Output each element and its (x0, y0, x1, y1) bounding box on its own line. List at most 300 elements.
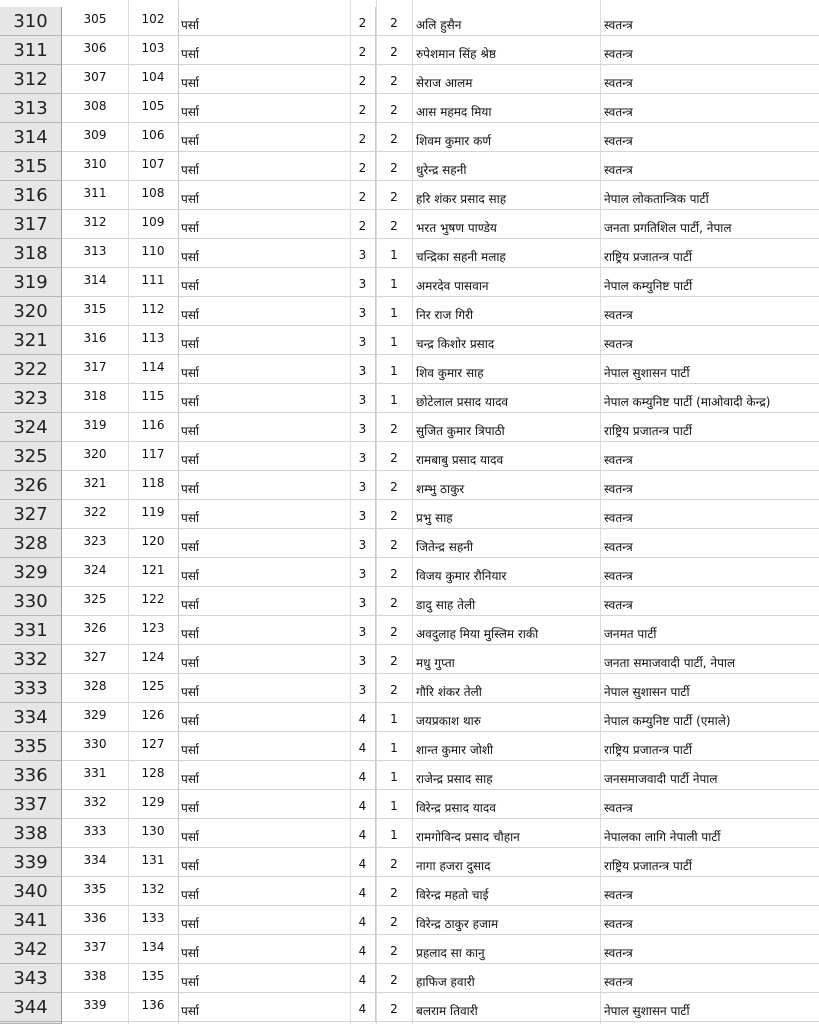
row-header[interactable]: 335 (0, 732, 62, 761)
district-cell[interactable]: पर्सा (179, 413, 350, 442)
candidate-id-cell[interactable]: 126 (128, 703, 179, 732)
subconstituency-cell[interactable]: 2 (376, 645, 412, 674)
serial-number-cell[interactable]: 323 (62, 529, 128, 558)
candidate-id-cell[interactable]: 133 (128, 906, 179, 935)
candidate-name-cell[interactable]: डादु साह तेली (412, 587, 600, 616)
candidate-name-cell[interactable]: निर राज गिरी (412, 297, 600, 326)
serial-number-cell[interactable]: 334 (62, 848, 128, 877)
serial-number-cell[interactable]: 320 (62, 442, 128, 471)
row-header[interactable]: 315 (0, 152, 62, 181)
party-cell[interactable]: स्वतन्त्र (600, 587, 819, 616)
row-header[interactable]: 312 (0, 65, 62, 94)
subconstituency-cell[interactable]: 2 (376, 152, 412, 181)
party-cell[interactable]: जनसमाजवादी पार्टी नेपाल (600, 761, 819, 790)
table-row (0, 239, 819, 268)
constituency-cell[interactable]: 3 (350, 413, 376, 442)
party-cell[interactable]: स्वतन्त्र (600, 790, 819, 819)
subconstituency-cell[interactable]: 2 (376, 674, 412, 703)
candidate-name-cell[interactable]: शान्त कुमार जोशी (412, 732, 600, 761)
subconstituency-cell[interactable]: 2 (376, 36, 412, 65)
subconstituency-cell[interactable]: 2 (376, 471, 412, 500)
serial-number-cell[interactable]: 317 (62, 355, 128, 384)
constituency-cell[interactable]: 2 (350, 181, 376, 210)
constituency-cell[interactable]: 3 (350, 500, 376, 529)
party-cell[interactable]: स्वतन्त्र (600, 326, 819, 355)
constituency-cell[interactable]: 3 (350, 587, 376, 616)
constituency-cell[interactable]: 2 (350, 65, 376, 94)
row-header[interactable]: 333 (0, 674, 62, 703)
subconstituency-cell[interactable]: 2 (376, 616, 412, 645)
row-header[interactable]: 339 (0, 848, 62, 877)
party-cell[interactable]: स्वतन्त्र (600, 442, 819, 471)
candidate-id-cell[interactable]: 129 (128, 790, 179, 819)
candidate-name-cell[interactable]: जितेन्द्र सहनी (412, 529, 600, 558)
district-cell[interactable]: पर्सा (179, 964, 350, 993)
constituency-cell[interactable]: 3 (350, 645, 376, 674)
subconstituency-cell[interactable]: 2 (376, 181, 412, 210)
district-cell[interactable]: पर्सा (179, 732, 350, 761)
row-header[interactable]: 317 (0, 210, 62, 239)
serial-number-cell[interactable]: 307 (62, 65, 128, 94)
district-cell[interactable]: पर्सा (179, 587, 350, 616)
subconstituency-cell[interactable]: 2 (376, 848, 412, 877)
candidate-name-cell[interactable]: विरेन्द्र प्रसाद यादव (412, 790, 600, 819)
district-cell[interactable]: पर्सा (179, 558, 350, 587)
row-header[interactable]: 313 (0, 94, 62, 123)
serial-number-cell[interactable]: 309 (62, 123, 128, 152)
constituency-cell[interactable]: 3 (350, 442, 376, 471)
candidate-name-cell[interactable]: भरत भुषण पाण्डेय (412, 210, 600, 239)
party-cell[interactable]: स्वतन्त्र (600, 529, 819, 558)
serial-number-cell[interactable]: 338 (62, 964, 128, 993)
constituency-cell[interactable]: 3 (350, 674, 376, 703)
subconstituency-cell[interactable]: 2 (376, 993, 412, 1022)
candidate-id-cell[interactable]: 109 (128, 210, 179, 239)
serial-number-cell[interactable]: 319 (62, 413, 128, 442)
table-row (0, 7, 819, 36)
constituency-cell[interactable]: 2 (350, 94, 376, 123)
subconstituency-cell[interactable]: 1 (376, 819, 412, 848)
row-header[interactable]: 323 (0, 384, 62, 413)
constituency-cell[interactable]: 4 (350, 790, 376, 819)
party-cell[interactable]: राष्ट्रिय प्रजातन्त्र पार्टी (600, 848, 819, 877)
district-cell[interactable]: पर्सा (179, 848, 350, 877)
candidate-id-cell[interactable]: 102 (128, 7, 179, 36)
candidate-id-cell[interactable]: 106 (128, 123, 179, 152)
candidate-name-cell[interactable]: सुजित कुमार त्रिपाठी (412, 413, 600, 442)
constituency-cell[interactable]: 2 (350, 36, 376, 65)
table-row (0, 616, 819, 645)
party-cell[interactable]: नेपाल लोकतान्त्रिक पार्टी (600, 181, 819, 210)
serial-number-cell[interactable]: 327 (62, 645, 128, 674)
candidate-name-cell[interactable]: हाफिज हवारी (412, 964, 600, 993)
serial-number-cell[interactable]: 332 (62, 790, 128, 819)
candidate-id-cell[interactable]: 123 (128, 616, 179, 645)
party-cell[interactable]: राष्ट्रिय प्रजातन्त्र पार्टी (600, 413, 819, 442)
row-header[interactable]: 331 (0, 616, 62, 645)
subconstituency-cell[interactable]: 1 (376, 355, 412, 384)
subconstituency-cell[interactable]: 2 (376, 964, 412, 993)
serial-number-cell[interactable]: 312 (62, 210, 128, 239)
subconstituency-cell[interactable]: 2 (376, 123, 412, 152)
subconstituency-cell[interactable]: 2 (376, 529, 412, 558)
row-header[interactable]: 343 (0, 964, 62, 993)
row-header[interactable]: 326 (0, 471, 62, 500)
district-cell[interactable]: पर्सा (179, 152, 350, 181)
district-cell[interactable]: पर्सा (179, 268, 350, 297)
serial-number-cell[interactable]: 325 (62, 587, 128, 616)
candidate-name-cell[interactable]: आस महमद मिया (412, 94, 600, 123)
serial-number-cell[interactable]: 322 (62, 500, 128, 529)
party-cell[interactable]: जनमत पार्टी (600, 616, 819, 645)
district-cell[interactable]: पर्सा (179, 123, 350, 152)
subconstituency-cell[interactable]: 2 (376, 500, 412, 529)
candidate-id-cell[interactable]: 119 (128, 500, 179, 529)
party-cell[interactable]: स्वतन्त्र (600, 94, 819, 123)
table-row (0, 993, 819, 1022)
candidate-id-cell[interactable]: 134 (128, 935, 179, 964)
table-row (0, 471, 819, 500)
constituency-cell[interactable]: 2 (350, 123, 376, 152)
constituency-cell[interactable]: 4 (350, 935, 376, 964)
candidate-id-cell[interactable]: 118 (128, 471, 179, 500)
serial-number-cell[interactable]: 326 (62, 616, 128, 645)
constituency-cell[interactable]: 2 (350, 7, 376, 36)
subconstituency-cell[interactable]: 1 (376, 790, 412, 819)
district-cell[interactable]: पर्सा (179, 819, 350, 848)
candidate-name-cell[interactable]: नागा हजरा दुसाद (412, 848, 600, 877)
subconstituency-cell[interactable]: 1 (376, 326, 412, 355)
candidate-name-cell[interactable]: चन्द्र किशोर प्रसाद (412, 326, 600, 355)
candidate-id-cell[interactable]: 136 (128, 993, 179, 1022)
serial-number-cell[interactable]: 324 (62, 558, 128, 587)
candidate-id-cell[interactable]: 116 (128, 413, 179, 442)
serial-number-cell[interactable]: 328 (62, 674, 128, 703)
serial-number-cell[interactable]: 333 (62, 819, 128, 848)
subconstituency-cell[interactable]: 1 (376, 732, 412, 761)
serial-number-cell[interactable]: 313 (62, 239, 128, 268)
row-header[interactable]: 319 (0, 268, 62, 297)
constituency-cell[interactable]: 3 (350, 471, 376, 500)
district-cell[interactable]: पर्सा (179, 703, 350, 732)
table-row (0, 529, 819, 558)
party-cell[interactable]: स्वतन्त्र (600, 906, 819, 935)
party-cell[interactable]: राष्ट्रिय प्रजातन्त्र पार्टी (600, 239, 819, 268)
constituency-cell[interactable]: 4 (350, 906, 376, 935)
row-header[interactable]: 341 (0, 906, 62, 935)
row-header[interactable]: 314 (0, 123, 62, 152)
district-cell[interactable]: पर्सा (179, 935, 350, 964)
party-cell[interactable]: स्वतन्त्र (600, 500, 819, 529)
constituency-cell[interactable]: 4 (350, 703, 376, 732)
district-cell[interactable]: पर्सा (179, 790, 350, 819)
subconstituency-cell[interactable]: 2 (376, 935, 412, 964)
row-header[interactable]: 330 (0, 587, 62, 616)
candidate-id-cell[interactable]: 104 (128, 65, 179, 94)
subconstituency-cell[interactable]: 2 (376, 558, 412, 587)
candidate-name-cell[interactable]: मधु गुप्ता (412, 645, 600, 674)
subconstituency-cell[interactable]: 1 (376, 239, 412, 268)
row-header[interactable]: 329 (0, 558, 62, 587)
party-cell[interactable]: स्वतन्त्र (600, 36, 819, 65)
table-row (0, 210, 819, 239)
candidate-name-cell[interactable]: विरेन्द्र ठाकुर हजाम (412, 906, 600, 935)
subconstituency-cell[interactable]: 2 (376, 587, 412, 616)
party-cell[interactable]: स्वतन्त्र (600, 123, 819, 152)
serial-number-cell[interactable]: 331 (62, 761, 128, 790)
row-header[interactable]: 322 (0, 355, 62, 384)
row-header[interactable]: 327 (0, 500, 62, 529)
candidate-name-cell[interactable]: बलराम तिवारी (412, 993, 600, 1022)
table-row (0, 761, 819, 790)
district-cell[interactable]: पर्सा (179, 7, 350, 36)
district-cell[interactable]: पर्सा (179, 297, 350, 326)
party-cell[interactable]: स्वतन्त्र (600, 558, 819, 587)
district-cell[interactable]: पर्सा (179, 616, 350, 645)
row-header[interactable]: 321 (0, 326, 62, 355)
candidate-id-cell[interactable]: 124 (128, 645, 179, 674)
candidate-name-cell[interactable]: गौरि शंकर तेली (412, 674, 600, 703)
constituency-cell[interactable]: 4 (350, 761, 376, 790)
serial-number-cell[interactable]: 339 (62, 993, 128, 1022)
party-cell[interactable]: स्वतन्त्र (600, 152, 819, 181)
candidate-id-cell[interactable]: 125 (128, 674, 179, 703)
row-header[interactable]: 311 (0, 36, 62, 65)
party-cell[interactable]: नेपालका लागि नेपाली पार्टी (600, 819, 819, 848)
district-cell[interactable]: पर्सा (179, 36, 350, 65)
serial-number-cell[interactable]: 314 (62, 268, 128, 297)
district-cell[interactable]: पर्सा (179, 355, 350, 384)
constituency-cell[interactable]: 2 (350, 152, 376, 181)
district-cell[interactable]: पर्सा (179, 65, 350, 94)
serial-number-cell[interactable]: 337 (62, 935, 128, 964)
constituency-cell[interactable]: 3 (350, 355, 376, 384)
subconstituency-cell[interactable]: 1 (376, 384, 412, 413)
row-header[interactable]: 325 (0, 442, 62, 471)
candidate-id-cell[interactable]: 127 (128, 732, 179, 761)
candidate-id-cell[interactable]: 122 (128, 587, 179, 616)
constituency-cell[interactable]: 2 (350, 210, 376, 239)
party-cell[interactable]: नेपाल सुशासन पार्टी (600, 355, 819, 384)
party-cell[interactable]: नेपाल कम्युनिष्ट पार्टी (माओवादी केन्द्र) (600, 384, 819, 413)
table-row (0, 442, 819, 471)
serial-number-cell[interactable]: 305 (62, 7, 128, 36)
district-cell[interactable]: पर्सा (179, 210, 350, 239)
row-header[interactable]: 320 (0, 297, 62, 326)
constituency-cell[interactable]: 4 (350, 732, 376, 761)
candidate-name-cell[interactable]: शिव कुमार साह (412, 355, 600, 384)
candidate-id-cell[interactable]: 110 (128, 239, 179, 268)
table-row (0, 152, 819, 181)
candidate-id-cell[interactable]: 103 (128, 36, 179, 65)
row-header[interactable]: 334 (0, 703, 62, 732)
district-cell[interactable]: पर्सा (179, 239, 350, 268)
district-cell[interactable]: पर्सा (179, 906, 350, 935)
row-header[interactable]: 342 (0, 935, 62, 964)
candidate-id-cell[interactable]: 131 (128, 848, 179, 877)
candidate-id-cell[interactable]: 135 (128, 964, 179, 993)
constituency-cell[interactable]: 3 (350, 268, 376, 297)
party-cell[interactable]: स्वतन्त्र (600, 7, 819, 36)
candidate-name-cell[interactable]: विरेन्द्र महतो चाई (412, 877, 600, 906)
candidate-id-cell[interactable]: 132 (128, 877, 179, 906)
subconstituency-cell[interactable]: 2 (376, 413, 412, 442)
subconstituency-cell[interactable]: 1 (376, 761, 412, 790)
party-cell[interactable]: जनता समाजवादी पार्टी, नेपाल (600, 645, 819, 674)
candidate-name-cell[interactable]: शम्भु ठाकुर (412, 471, 600, 500)
table-row (0, 732, 819, 761)
row-header[interactable]: 316 (0, 181, 62, 210)
candidate-id-cell[interactable]: 115 (128, 384, 179, 413)
district-cell[interactable]: पर्सा (179, 529, 350, 558)
constituency-cell[interactable]: 3 (350, 384, 376, 413)
constituency-cell[interactable]: 4 (350, 877, 376, 906)
candidate-name-cell[interactable]: रुपेशमान सिंह श्रेष्ठ (412, 36, 600, 65)
candidate-id-cell[interactable]: 120 (128, 529, 179, 558)
candidate-name-cell[interactable]: प्रहलाद सा कानु (412, 935, 600, 964)
candidate-name-cell[interactable]: चन्द्रिका सहनी मलाह (412, 239, 600, 268)
party-cell[interactable]: स्वतन्त्र (600, 935, 819, 964)
constituency-cell[interactable]: 3 (350, 239, 376, 268)
table-row (0, 906, 819, 935)
serial-number-cell[interactable]: 336 (62, 906, 128, 935)
constituency-cell[interactable]: 3 (350, 297, 376, 326)
serial-number-cell[interactable]: 310 (62, 152, 128, 181)
candidate-name-cell[interactable]: रामगोविन्द प्रसाद चौहान (412, 819, 600, 848)
table-row (0, 413, 819, 442)
constituency-cell[interactable]: 4 (350, 964, 376, 993)
subconstituency-cell[interactable]: 1 (376, 268, 412, 297)
serial-number-cell[interactable]: 315 (62, 297, 128, 326)
row-header[interactable]: 310 (0, 7, 62, 36)
district-cell[interactable]: पर्सा (179, 384, 350, 413)
constituency-cell[interactable]: 4 (350, 848, 376, 877)
constituency-cell[interactable]: 4 (350, 993, 376, 1022)
candidate-id-cell[interactable]: 130 (128, 819, 179, 848)
candidate-id-cell[interactable]: 105 (128, 94, 179, 123)
subconstituency-cell[interactable]: 1 (376, 703, 412, 732)
serial-number-cell[interactable]: 329 (62, 703, 128, 732)
district-cell[interactable]: पर्सा (179, 181, 350, 210)
district-cell[interactable]: पर्सा (179, 645, 350, 674)
candidate-name-cell[interactable]: रामबाबु प्रसाद यादव (412, 442, 600, 471)
row-header[interactable]: 324 (0, 413, 62, 442)
table-row (0, 65, 819, 94)
candidate-name-cell[interactable]: शिवम कुमार कर्ण (412, 123, 600, 152)
district-cell[interactable]: पर्सा (179, 674, 350, 703)
serial-number-cell[interactable]: 330 (62, 732, 128, 761)
district-cell[interactable]: पर्सा (179, 471, 350, 500)
district-cell[interactable]: पर्सा (179, 761, 350, 790)
table-row (0, 384, 819, 413)
party-cell[interactable]: स्वतन्त्र (600, 964, 819, 993)
subconstituency-cell[interactable]: 2 (376, 94, 412, 123)
constituency-cell[interactable]: 4 (350, 819, 376, 848)
subconstituency-cell[interactable]: 2 (376, 210, 412, 239)
candidate-name-cell[interactable]: हरि शंकर प्रसाद साह (412, 181, 600, 210)
table-row (0, 36, 819, 65)
row-header[interactable]: 332 (0, 645, 62, 674)
party-cell[interactable]: स्वतन्त्र (600, 65, 819, 94)
row-header[interactable]: 328 (0, 529, 62, 558)
constituency-cell[interactable]: 3 (350, 558, 376, 587)
table-row (0, 123, 819, 152)
serial-number-cell[interactable]: 335 (62, 877, 128, 906)
party-cell[interactable]: स्वतन्त्र (600, 877, 819, 906)
party-cell[interactable]: स्वतन्त्र (600, 297, 819, 326)
candidate-name-cell[interactable]: धुरेन्द्र सहनी (412, 152, 600, 181)
candidate-name-cell[interactable]: सेराज आलम (412, 65, 600, 94)
candidate-id-cell[interactable]: 128 (128, 761, 179, 790)
candidate-name-cell[interactable]: राजेन्द्र प्रसाद साह (412, 761, 600, 790)
subconstituency-cell[interactable]: 1 (376, 297, 412, 326)
candidate-id-cell[interactable]: 117 (128, 442, 179, 471)
candidate-name-cell[interactable]: प्रभु साह (412, 500, 600, 529)
candidate-name-cell[interactable]: विजय कुमार रौनियार (412, 558, 600, 587)
serial-number-cell[interactable]: 311 (62, 181, 128, 210)
subconstituency-cell[interactable]: 2 (376, 906, 412, 935)
candidate-id-cell[interactable]: 108 (128, 181, 179, 210)
row-header[interactable]: 344 (0, 993, 62, 1022)
serial-number-cell[interactable]: 321 (62, 471, 128, 500)
subconstituency-cell[interactable]: 2 (376, 442, 412, 471)
table-row (0, 877, 819, 906)
candidate-name-cell[interactable]: अलि हुसैन (412, 7, 600, 36)
district-cell[interactable]: पर्सा (179, 877, 350, 906)
party-cell[interactable]: नेपाल सुशासन पार्टी (600, 674, 819, 703)
district-cell[interactable]: पर्सा (179, 326, 350, 355)
serial-number-cell[interactable]: 316 (62, 326, 128, 355)
subconstituency-cell[interactable]: 2 (376, 7, 412, 36)
row-header[interactable]: 336 (0, 761, 62, 790)
party-cell[interactable]: नेपाल सुशासन पार्टी (600, 993, 819, 1022)
party-cell[interactable]: नेपाल कम्युनिष्ट पार्टी (एमाले) (600, 703, 819, 732)
candidate-name-cell[interactable]: छोटेलाल प्रसाद यादव (412, 384, 600, 413)
table-row (0, 326, 819, 355)
serial-number-cell[interactable]: 308 (62, 94, 128, 123)
candidate-id-cell[interactable]: 112 (128, 297, 179, 326)
candidate-name-cell[interactable]: जयप्रकाश थारु (412, 703, 600, 732)
row-header[interactable]: 340 (0, 877, 62, 906)
constituency-cell[interactable]: 3 (350, 616, 376, 645)
row-header[interactable]: 338 (0, 819, 62, 848)
subconstituency-cell[interactable]: 2 (376, 877, 412, 906)
table-row (0, 500, 819, 529)
subconstituency-cell[interactable]: 2 (376, 65, 412, 94)
candidate-id-cell[interactable]: 114 (128, 355, 179, 384)
district-cell[interactable]: पर्सा (179, 993, 350, 1022)
candidate-name-cell[interactable]: अमरदेव पासवान (412, 268, 600, 297)
constituency-cell[interactable]: 3 (350, 326, 376, 355)
candidate-id-cell[interactable]: 107 (128, 152, 179, 181)
party-cell[interactable]: नेपाल कम्युनिष्ट पार्टी (600, 268, 819, 297)
party-cell[interactable]: जनता प्रगतिशिल पार्टी, नेपाल (600, 210, 819, 239)
serial-number-cell[interactable]: 306 (62, 36, 128, 65)
row-header[interactable]: 318 (0, 239, 62, 268)
row-header[interactable]: 337 (0, 790, 62, 819)
candidate-id-cell[interactable]: 113 (128, 326, 179, 355)
party-cell[interactable]: स्वतन्त्र (600, 471, 819, 500)
candidate-id-cell[interactable]: 121 (128, 558, 179, 587)
party-cell[interactable]: राष्ट्रिय प्रजातन्त्र पार्टी (600, 732, 819, 761)
serial-number-cell[interactable]: 318 (62, 384, 128, 413)
constituency-cell[interactable]: 3 (350, 529, 376, 558)
district-cell[interactable]: पर्सा (179, 94, 350, 123)
district-cell[interactable]: पर्सा (179, 442, 350, 471)
candidate-name-cell[interactable]: अवदुलाह मिया मुस्लिम राकी (412, 616, 600, 645)
candidate-id-cell[interactable]: 111 (128, 268, 179, 297)
district-cell[interactable]: पर्सा (179, 500, 350, 529)
